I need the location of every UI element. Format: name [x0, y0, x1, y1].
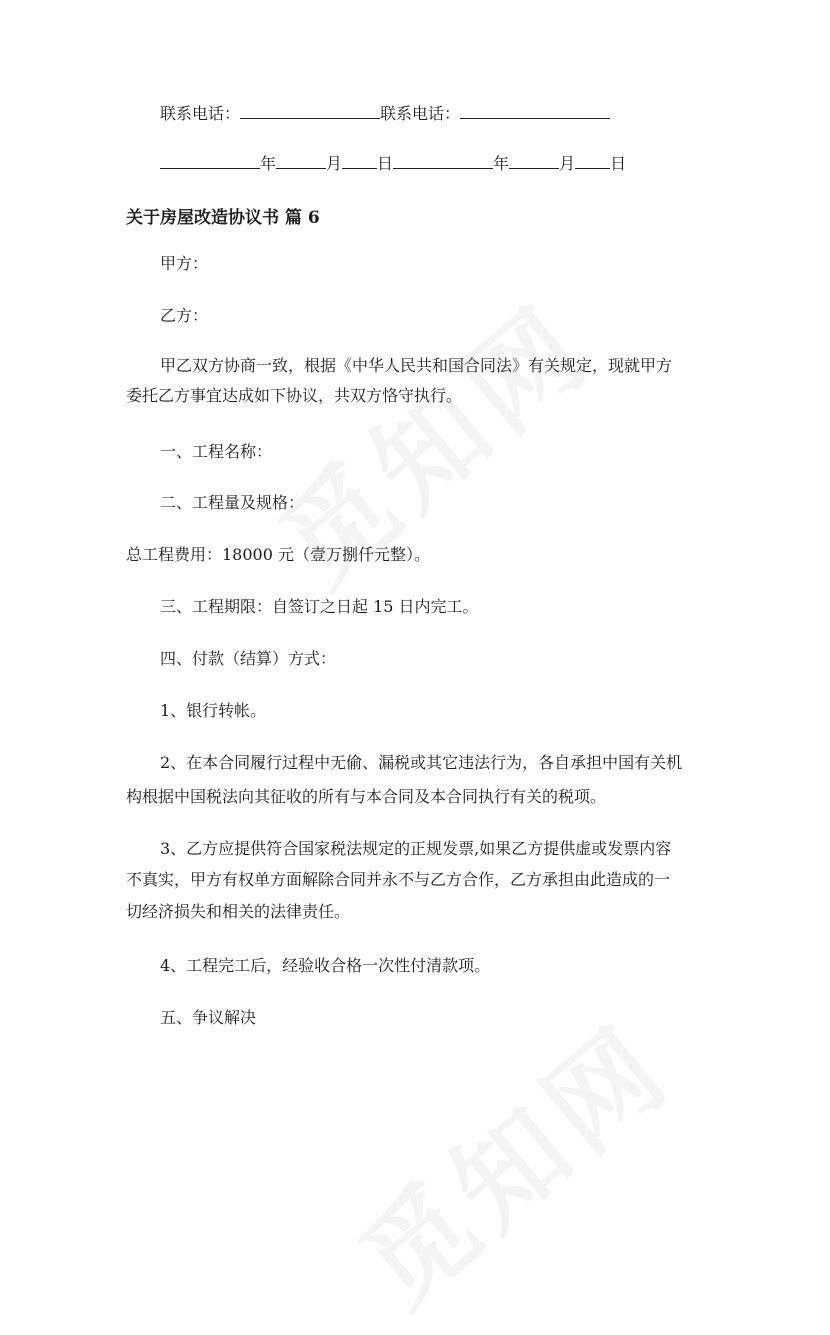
- intro-line-2: 委托乙方事宜达成如下协议，共双方恪守执行。: [126, 386, 463, 405]
- month-blank-1[interactable]: [276, 153, 326, 169]
- item-dispute: 五、争议解决: [160, 1008, 257, 1027]
- item-quantity-spec: 二、工程量及规格：: [160, 493, 305, 512]
- payment-4: 4、工程完工后，经验收合格一次性付清款项。: [160, 956, 491, 975]
- contact-label-1: 联系电话：: [160, 104, 241, 123]
- year-label-1: 年: [260, 154, 277, 173]
- month-label-2: 月: [559, 154, 576, 173]
- date-line: [160, 153, 626, 175]
- contact-blank-1[interactable]: [240, 103, 380, 119]
- day-blank-2[interactable]: [575, 153, 610, 169]
- year-blank-2[interactable]: [393, 153, 493, 169]
- payment-2-line-1: 2、在本合同履行过程中无偷、漏税或其它违法行为，各自承担中国有关机: [160, 753, 683, 772]
- payment-3-line-1: 3、乙方应提供符合国家税法规定的正规发票,如果乙方提供虚或发票内容: [160, 839, 672, 858]
- contact-label-2: 联系电话：: [380, 104, 461, 123]
- day-label-2: 日: [610, 154, 627, 173]
- item-project-name: 一、工程名称：: [160, 442, 273, 461]
- year-label-2: 年: [493, 154, 510, 173]
- party-a: 甲方：: [160, 254, 209, 273]
- party-b: 乙方：: [160, 306, 209, 325]
- total-cost: 总工程费用：18000 元（壹万捌仟元整）。: [126, 545, 430, 564]
- day-label-1: 日: [377, 154, 394, 173]
- item-payment: 四、付款（结算）方式：: [160, 649, 337, 668]
- day-blank-1[interactable]: [342, 153, 377, 169]
- year-blank-1[interactable]: [160, 153, 260, 169]
- item-period: 三、工程期限：自签订之日起 15 日内完工。: [160, 597, 479, 616]
- payment-3-line-2: 不真实，甲方有权单方面解除合同并永不与乙方合作，乙方承担由此造成的一: [126, 870, 671, 889]
- intro-line-1: 甲乙双方协商一致，根据《中华人民共和国合同法》有关规定，现就甲方: [160, 356, 673, 375]
- contact-blank-2[interactable]: [460, 103, 610, 119]
- section-title: 关于房屋改造协议书 篇 6: [126, 208, 320, 228]
- contact-line: [160, 103, 610, 125]
- payment-3-line-3: 切经济损失和相关的法律责任。: [126, 902, 351, 921]
- payment-1: 1、银行转帐。: [160, 701, 267, 720]
- month-blank-2[interactable]: [509, 153, 559, 169]
- watermark-bottom: [321, 983, 698, 1335]
- month-label-1: 月: [326, 154, 343, 173]
- payment-2-line-2: 构根据中国税法向其征收的所有与本合同及本合同执行有关的税项。: [126, 787, 607, 806]
